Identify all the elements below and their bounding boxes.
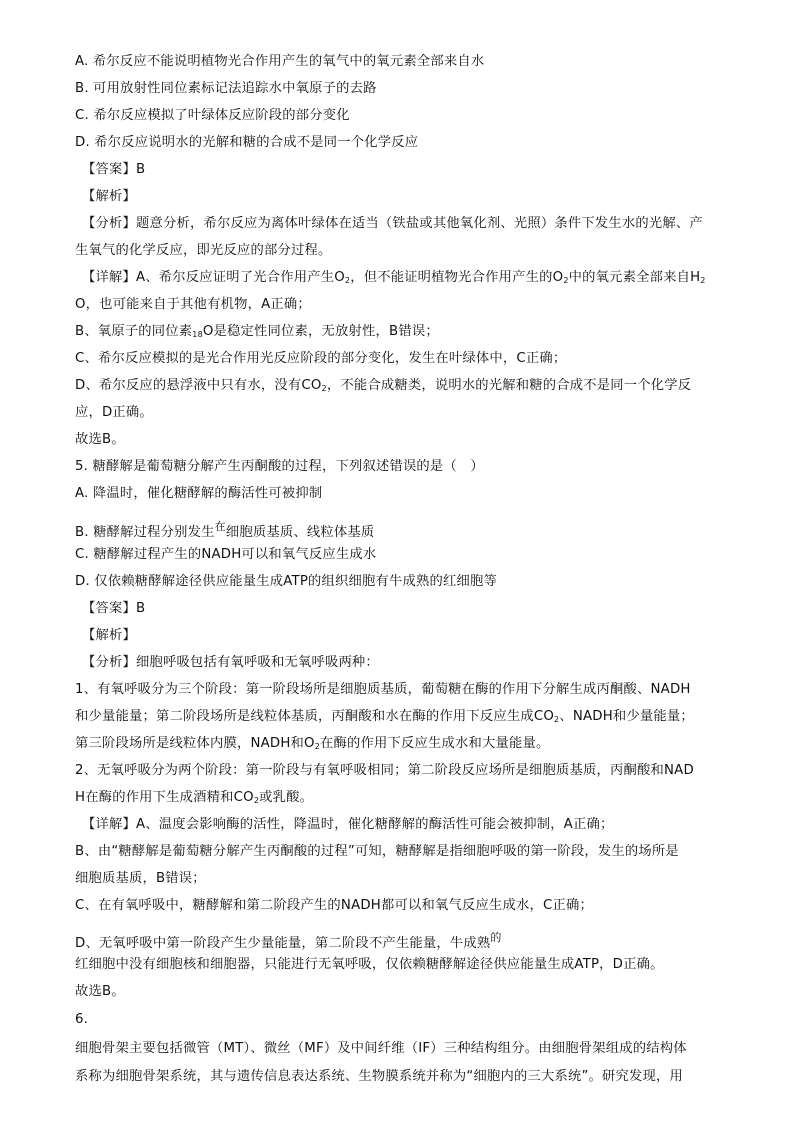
q5-aerobic-line-1: 1、有氧呼吸分为三个阶段：第一阶段场所是细胞质基质，葡萄糖在酶的作用下分解生成丙酮酸、NADH <box>75 682 691 697</box>
q6-stem-line-1: 细胞骨架主要包括微管（MT）、微丝（MF）及中间纤维（IF）三种结构组分。由细胞骨架组成的结构体 <box>75 1041 687 1056</box>
q5-option-b: B. 糖酵解过程分别发生$^在$细胞质基质、线粒体基质 <box>75 520 375 540</box>
q5-conclusion: 故选B。 <box>75 984 125 999</box>
prev-detail-a-line-2: O，也可能来自于其他有机物，A正确； <box>75 297 311 312</box>
q5-detail-b-line-2: 细胞质基质，B错误； <box>75 871 206 886</box>
prev-answer: 【答案】B <box>82 162 146 177</box>
q5-option-c: C. 糖酵解过程产生的NADH可以和氧气反应生成水 <box>75 547 377 562</box>
q5-aerobic-line-2: 和少量能量；第二阶段场所是线粒体基质，丙酮酸和水在酶的作用下反应生成$CO_2$、NADH和少量能量； <box>75 709 694 724</box>
q5-analysis-intro: 【分析】细胞呼吸包括有氧呼吸和无氧呼吸两种： <box>82 655 379 670</box>
q6-stem-line-2: 系称为细胞骨架系统，其与遗传信息表达系统、生物膜系统并称为“细胞内的三大系统”。研究发现，用 <box>75 1069 684 1084</box>
q5-aerobic-line-3: 第三阶段场所是线粒体内膜，NADH和$O_2$在酶的作用下反应生成水和大量能量。 <box>75 736 550 751</box>
prev-analysis-line-2: 生氧气的化学反应，即光反应的部分过程。 <box>75 243 332 258</box>
prev-detail-c: C、希尔反应模拟的是光合作用光反应阶段的部分变化，发生在叶绿体中，C正确； <box>75 351 567 366</box>
prev-option-d: D. 希尔反应说明水的光解和糖的合成不是同一个化学反应 <box>75 135 419 150</box>
q5-detail-d-line-1: D、无氧呼吸中第一阶段产生少量能量，第二阶段不产生能量，牛成熟$^的$ <box>75 931 502 951</box>
q5-anaerobic-line-1: 2、无氧呼吸分为两个阶段：第一阶段与有氧呼吸相同；第二阶段反应场所是细胞质基质，丙酮酸和NAD <box>75 763 694 778</box>
prev-option-c: C. 希尔反应模拟了叶绿体反应阶段的部分变化 <box>75 108 350 123</box>
prev-detail-b: B、氧原子的同位素$_{18}$O是稳定性同位素，无放射性，B错误； <box>75 324 439 339</box>
prev-analysis-label: 【解析】 <box>82 189 136 204</box>
q5-stem: 5. 糖酵解是葡萄糖分解产生丙酮酸的过程，下列叙述错误的是（ ） <box>75 459 484 474</box>
q6-number: 6. <box>75 1012 89 1027</box>
q5-analysis-label: 【解析】 <box>82 628 136 643</box>
prev-option-a: A. 希尔反应不能说明植物光合作用产生的氧气中的氧元素全部来自水 <box>75 54 485 69</box>
q5-detail-a: 【详解】A、温度会影响酶的活性，降温时，催化糖酵解的酶活性可能会被抑制，A正确； <box>82 817 614 832</box>
q5-answer: 【答案】B <box>82 601 146 616</box>
q5-detail-d-line-2: 红细胞中没有细胞核和细胞器，只能进行无氧呼吸，仅依赖糖酵解途径供应能量生成ATP，D正确。 <box>75 957 664 972</box>
q5-option-a: A. 降温时，催化糖酵解的酶活性可被抑制 <box>75 486 323 501</box>
prev-analysis-line-1: 【分析】题意分析，希尔反应为离体叶绿体在适当（铁盐或其他氧化剂、光照）条件下发生水的光解、产 <box>82 216 703 231</box>
prev-conclusion: 故选B。 <box>75 432 125 447</box>
prev-option-b: B. 可用放射性同位素标记法追踪水中氧原子的去路 <box>75 81 377 96</box>
q5-option-d: D. 仅依赖糖酵解途径供应能量生成ATP的组织细胞有牛成熟的红细胞等 <box>75 574 498 589</box>
q5-anaerobic-line-2: H在酶的作用下生成酒精和$CO_2$或乳酸。 <box>75 790 314 805</box>
prev-detail-d-line-1: D、希尔反应的悬浮液中只有水，没有$CO_2$，不能合成糖类，说明水的光解和糖的合成不是同一个化学反 <box>75 378 692 393</box>
prev-detail-d-line-2: 应，D正确。 <box>75 405 153 420</box>
prev-detail-a-line-1: 【详解】A、希尔反应证明了光合作用产生$O_2$，但不能证明植物光合作用产生的$O_2$中的氧元素全部来自$H_2$ <box>82 270 706 285</box>
q5-detail-c: C、在有氧呼吸中，糖酵解和第二阶段产生的NADH都可以和氧气反应生成水，C正确； <box>75 898 593 913</box>
q5-detail-b-line-1: B、由“糖酵解是葡萄糖分解产生丙酮酸的过程”可知，糖酵解是指细胞呼吸的第一阶段，发生的场所是 <box>75 844 679 859</box>
